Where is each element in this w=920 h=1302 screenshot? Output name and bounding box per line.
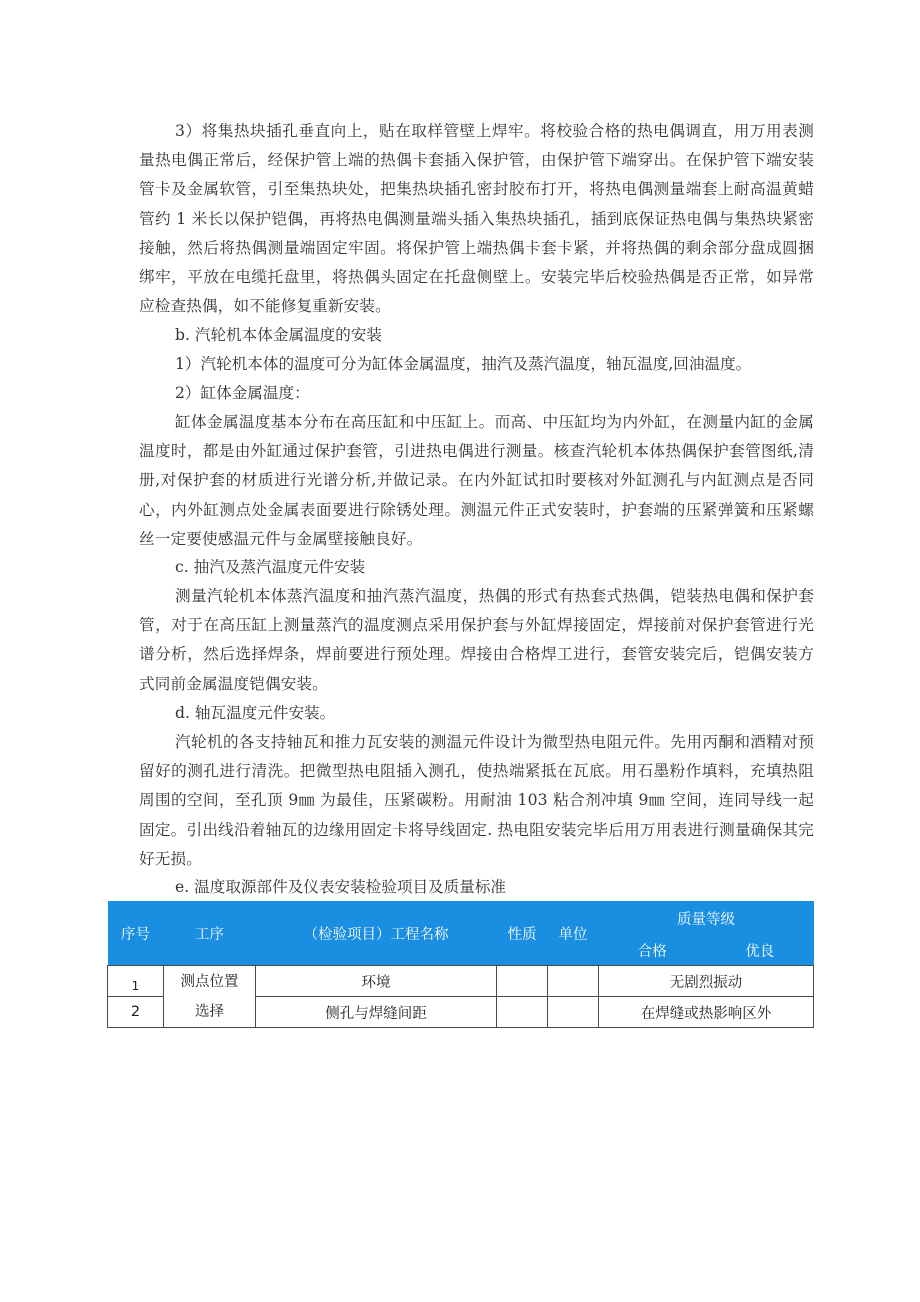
heading-d: d. 轴瓦温度元件安装。 — [175, 704, 336, 722]
item-b1: 1）汽轮机本体的温度可分为缸体金属温度，抽汽及蒸汽温度，轴瓦温度,回油温度。 — [175, 355, 752, 373]
heading-e: e. 温度取源部件及仪表安装检验项目及质量标准 — [175, 878, 507, 896]
cell-seq: 1 — [108, 966, 164, 997]
cell-unit — [548, 997, 599, 1028]
heading-b: b. 汽轮机本体金属温度的安装 — [175, 326, 383, 344]
header-excellent: 优良 — [745, 943, 775, 960]
cell-nature — [497, 966, 548, 997]
paragraph-thermocouple-install: 3）将集热块插孔垂直向上，贴在取样管壁上焊牢。将校验合格的热电偶调直，用万用表测量热电偶正常后，经保护管上端的热偶卡套插入保护管，由保护管下端穿出。在保护管下端安装管卡及金属软管，引至集热块处，把集热块插孔密封胶布打开，将热电偶测量端套上耐高温黄蜡管约 1 米长以保护铠偶，再将热电偶测量端头插入集热块插孔，插到底保证热电偶与集热块紧密接触，然后将热偶测量端固定牢固。将保护管上端热偶卡套卡紧，并将热偶的剩余部分盘成圆捆绑牢，平放在电缆托盘里，将热偶头固定在托盘侧壁上。安装完毕后校验热偶是否正常，如异常应检查热偶，如不能修复重新安装。 — [139, 122, 814, 316]
cell-process — [164, 966, 256, 1028]
item-b2: 2）缸体金属温度： — [175, 384, 310, 402]
process-line-2: 选择 — [195, 1003, 224, 1020]
cell-unit — [548, 966, 599, 997]
cell-standard: 无剧烈振动 — [599, 966, 814, 997]
cell-item: 侧孔与焊缝间距 — [256, 997, 497, 1028]
heading-c: c. 抽汽及蒸汽温度元件安装 — [175, 558, 366, 576]
process-line-1: 测点位置 — [180, 973, 239, 990]
header-quality: 质量等级 — [599, 901, 814, 935]
header-unit: 单位 — [548, 901, 599, 966]
paragraph-cylinder-metal-temp: 缸体金属温度基本分布在高压缸和中压缸上。而高、中压缸均为内外缸，在测量内缸的金属温度时，都是由外缸通过保护套管，引进热电偶进行测量。核查汽轮机本体热偶保护套管图纸,清册,对保护套的材质进行光谱分析,并做记录。在内外缸试扣时要核对外缸测孔与内缸测点是否同心，内外缸测点处金属表面要进行除锈处理。测温元件正式安装时，护套端的压紧弹簧和压紧螺丝一定要使感温元件与金属壁接触良好。 — [139, 413, 814, 548]
paragraph-steam-temp: 测量汽轮机本体蒸汽温度和抽汽蒸汽温度，热偶的形式有热套式热偶，铠装热电偶和保护套管，对于在高压缸上测量蒸汽的温度测点采用保护套与外缸焊接固定，焊接前对保护套管进行光谱分析，然后选择焊条，焊前要进行预处理。焊接由合格焊工进行，套管安装完后，铠偶安装方式同前金属温度铠偶安装。 — [139, 587, 814, 693]
cell-standard: 在焊缝或热影响区外 — [599, 997, 814, 1028]
header-quality-levels — [599, 935, 814, 966]
paragraph-bearing-temp: 汽轮机的各支持轴瓦和推力瓦安装的测温元件设计为微型热电阻元件。先用丙酮和酒精对预留好的测孔进行清洗。把微型热电阻插入测孔，使热端紧抵在瓦底。用石墨粉作填料，充填热阻周围的空间，至孔顶 9㎜ 为最佳，压紧碳粉。用耐油 103 粘合剂冲填 9㎜ 空间，连同导线一起固定。引出线沿着轴瓦的边缘用固定卡将导线固定. 热电阻安装完毕后用万用表进行测量确保其完好无损。 — [139, 733, 814, 868]
header-pass: 合格 — [637, 943, 667, 960]
header-seq: 序号 — [108, 901, 164, 966]
cell-item: 环境 — [256, 966, 497, 997]
header-nature: 性质 — [497, 901, 548, 966]
cell-nature — [497, 997, 548, 1028]
quality-standard-table — [107, 901, 814, 1028]
header-process: 工序 — [164, 901, 256, 966]
cell-seq: 2 — [108, 997, 164, 1028]
table-row — [108, 966, 814, 997]
header-item: （检验项目）工程名称 — [256, 901, 497, 966]
